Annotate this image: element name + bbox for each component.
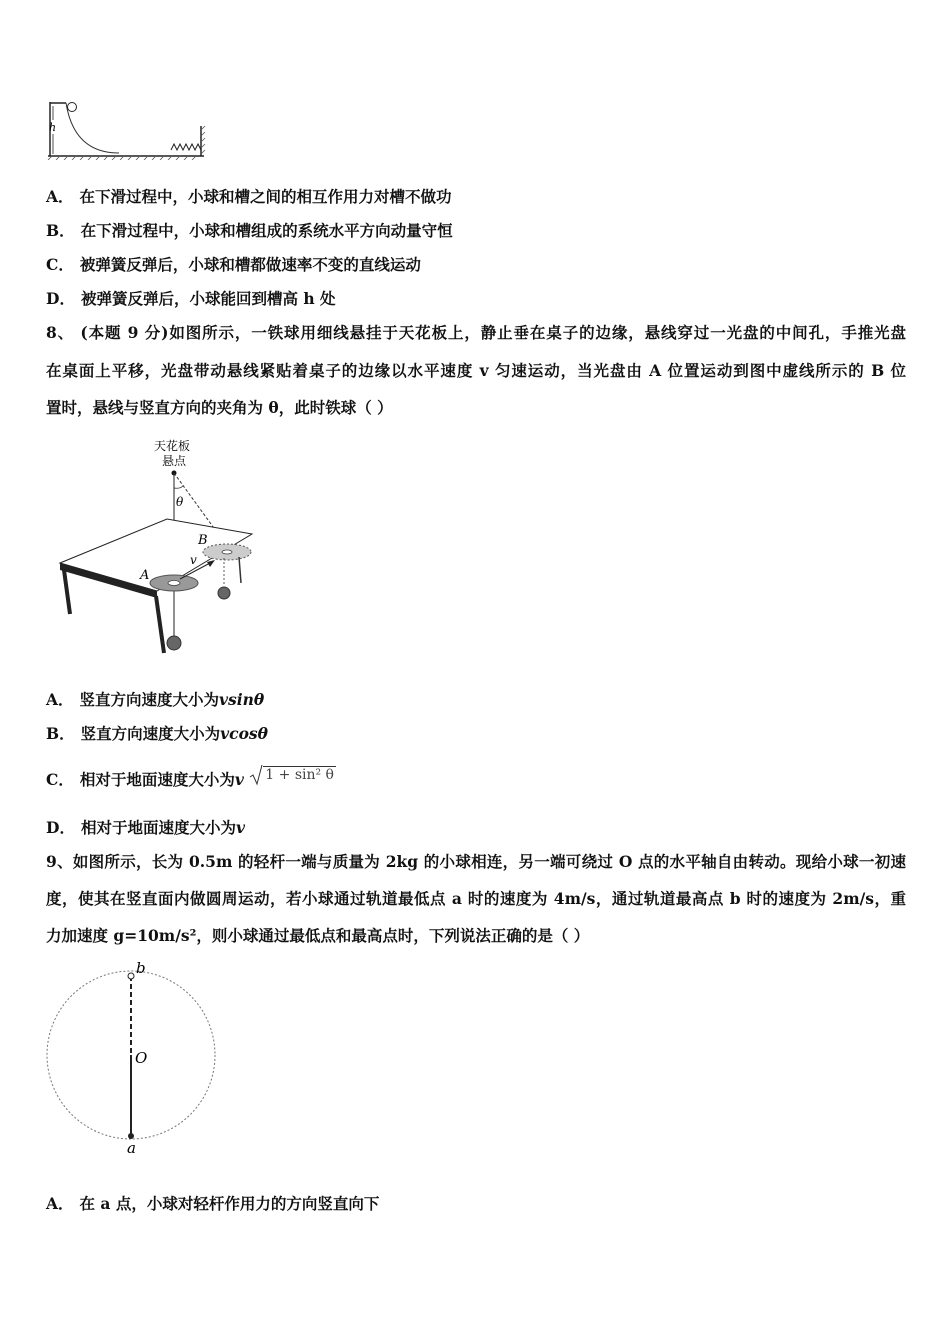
q8-option-a: A． 竖直方向速度大小为vsinθ	[46, 690, 265, 709]
q8-stem-line3: 置时，悬线与竖直方向的夹角为 θ，此时铁球（ ）	[46, 398, 393, 417]
q8-option-b: B． 竖直方向速度大小为vcosθ	[46, 724, 268, 743]
q8-option-d: D． 相对于地面速度大小为v	[46, 818, 245, 837]
q9-label-b: b	[136, 959, 146, 977]
q8-figure	[52, 436, 272, 666]
q8-option-c: C． 相对于地面速度大小为v 1 + sin² θ	[46, 770, 336, 792]
q8-label-theta: θ	[176, 495, 184, 509]
q9-option-a: A． 在 a 点，小球对轻杆作用力的方向竖直向下	[46, 1194, 380, 1213]
q9-label-a: a	[127, 1139, 136, 1157]
q8-label-ceiling: 天花板	[154, 439, 191, 453]
q8-label-b: B	[198, 533, 208, 548]
q7-option-b: B． 在下滑过程中，小球和槽组成的系统水平方向动量守恒	[46, 221, 453, 240]
q7-h-label: h	[49, 121, 57, 134]
q8-label-a: A	[140, 568, 150, 583]
q7-figure	[44, 98, 209, 160]
q8-stem-line2: 在桌面上平移，光盘带动悬线紧贴着桌子的边缘以水平速度 v 匀速运动，当光盘由 A 位置运动到图中虚线所示的 B 位	[46, 361, 906, 380]
q8-stem-line1: 8、 (本题 9 分)如图所示，一铁球用细线悬挂于天花板上，静止垂在桌子的边缘，悬线穿过一光盘的中间孔，手推光盘	[46, 323, 906, 342]
sqrt-expression: 1 + sin² θ	[249, 764, 336, 786]
q9-label-o: O	[135, 1049, 148, 1067]
q8-label-v: v	[190, 553, 197, 567]
q7-option-d: D． 被弹簧反弹后，小球能回到槽高 h 处	[46, 289, 336, 308]
q7-option-a: A． 在下滑过程中，小球和槽之间的相互作用力对槽不做功	[46, 187, 452, 206]
q9-stem-line3: 力加速度 g=10m/s²，则小球通过最低点和最高点时，下列说法正确的是（ ）	[46, 926, 590, 945]
q7-option-c: C． 被弹簧反弹后，小球和槽都做速率不变的直线运动	[46, 255, 421, 274]
q8-label-point: 悬点	[162, 454, 187, 468]
q9-figure	[44, 955, 224, 1160]
q9-stem-line2: 度，使其在竖直面内做圆周运动，若小球通过轨道最低点 a 时的速度为 4m/s，通过轨道最高点 b 时的速度为 2m/s，重	[46, 889, 906, 908]
q9-stem-line1: 9、如图所示，长为 0.5m 的轻杆一端与质量为 2kg 的小球相连，另一端可绕过 O 点的水平轴自由转动。现给小球一初速	[46, 852, 906, 871]
